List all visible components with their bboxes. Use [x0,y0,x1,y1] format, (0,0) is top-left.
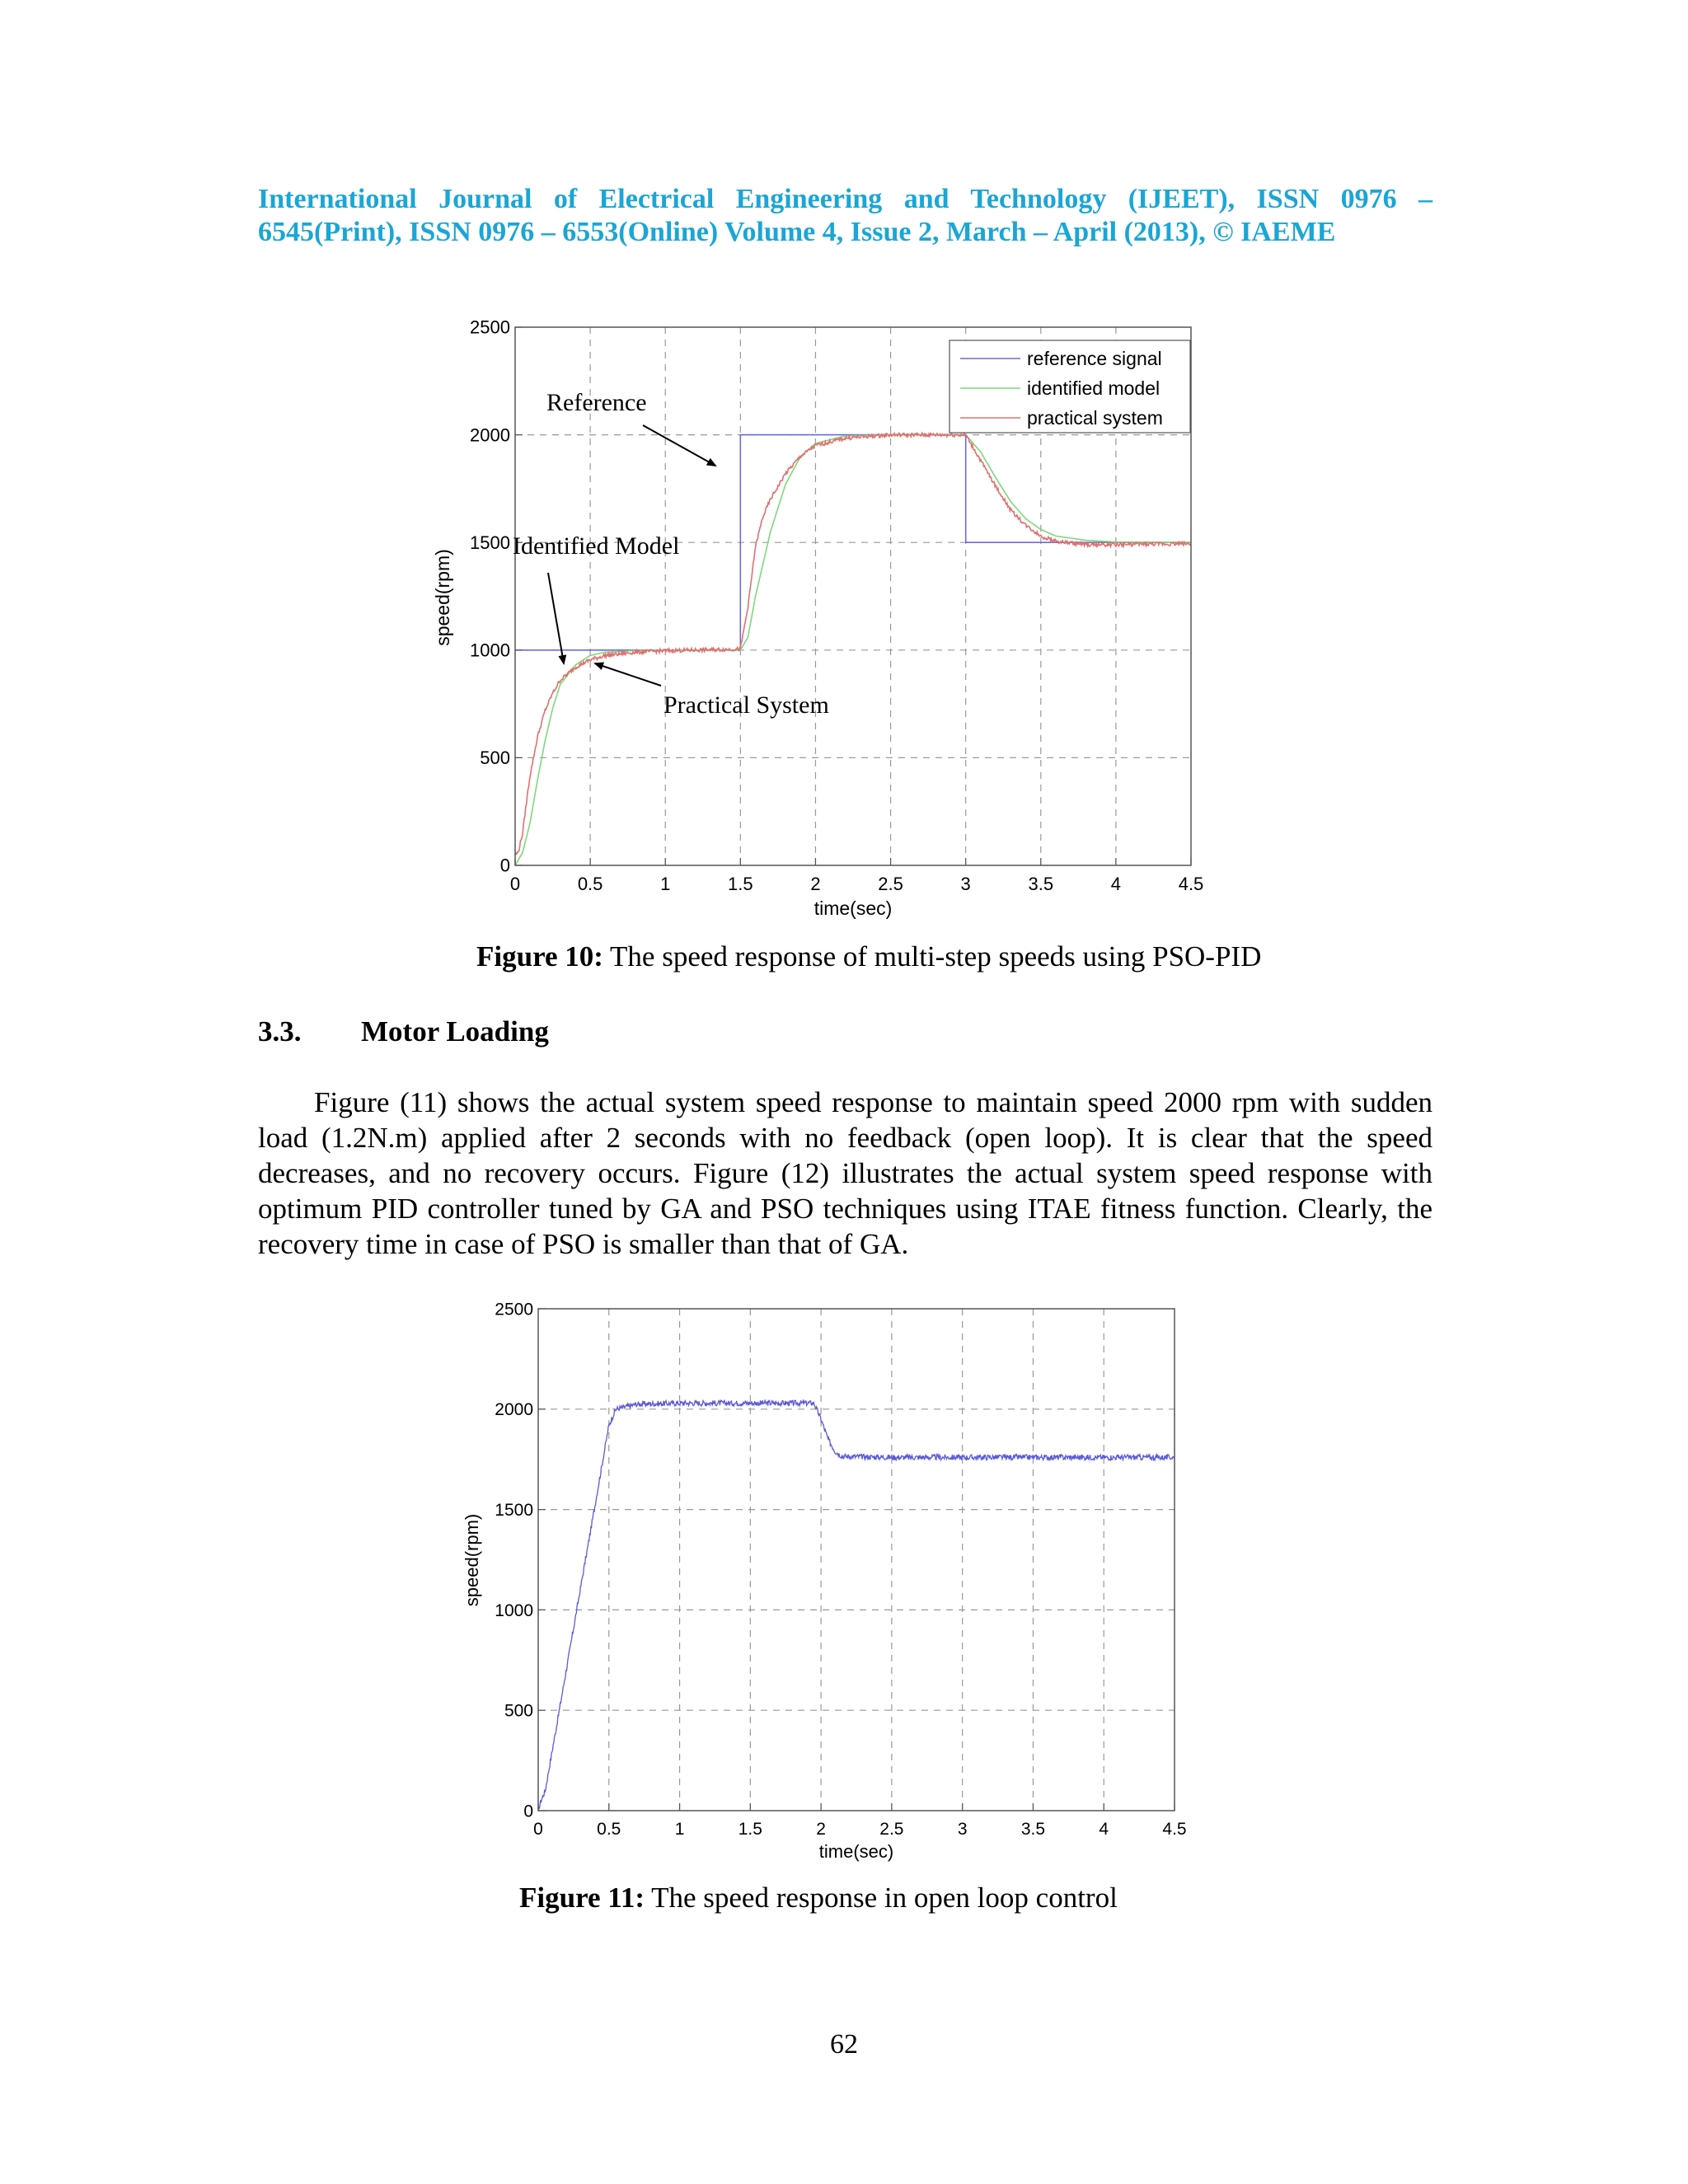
x-tick-label: 0.5 [597,1820,621,1839]
figure-10-legend [950,340,1190,433]
x-tick-label: 0 [509,874,521,894]
figure-11-y-axis-label: speed(rpm) [462,1513,482,1607]
x-tick-label: 2.5 [878,874,903,894]
x-tick-label: 1.5 [738,1820,762,1839]
y-tick-label: 0 [523,1802,533,1821]
x-tick-label: 2.5 [879,1820,904,1839]
x-tick-label: 3 [957,1820,968,1839]
figure-11-caption [519,1882,1118,1915]
y-tick-label: 1000 [495,1601,533,1620]
annotation-reference-arrow [643,425,715,466]
y-tick-label: 2000 [495,1400,533,1420]
page-number: 62 [830,2029,858,2060]
series-line-2 [515,433,1191,855]
series-line-0 [538,1400,1175,1809]
annotation-identified-model: Identified Model [513,532,680,560]
figure-10-caption-text: The speed response of multi-step speeds using PSO-PID [603,940,1262,972]
x-tick-label: 0 [533,1820,543,1839]
legend-label-identified: identified model [1027,377,1160,399]
y-tick-label: 500 [504,1701,533,1721]
x-tick-label: 3.5 [1020,1820,1046,1839]
annotation-practical-arrow [595,663,661,686]
y-tick-label: 2500 [495,1300,533,1319]
y-tick-label: 2500 [470,316,510,338]
x-tick-label: 2 [810,874,821,894]
figure-11-series [538,1400,1175,1809]
x-tick-label: 4 [1110,874,1122,894]
figure-10-chart [412,313,1236,931]
figure-11-caption-text: The speed response in open loop control [644,1882,1118,1914]
y-tick-label: 1000 [470,640,510,661]
figure-10-x-ticks [510,858,1203,894]
x-tick-label: 1 [674,1820,685,1839]
y-tick-label: 1500 [495,1500,533,1520]
body-paragraph: Figure (11) shows the actual system speed response to maintain speed 2000 rpm with sudden load (1.2N.m) applied after 2 seconds with no feedback (open loop). It is clear that the speed decreases, and no recovery occurs. Figure (12) illustrates the actual system speed response with optimum PID controller tuned by GA and PSO techniques using ITAE fitness function. Clearly, the recovery time in case of PSO is smaller than that of GA. [258,1086,1432,1260]
figure-11-chart [445,1290,1220,1867]
figure-10-caption-label: Figure 10: [476,940,603,972]
x-tick-label: 1 [660,874,671,894]
legend-label-reference: reference signal [1027,348,1162,369]
figure-10-caption [476,940,1261,973]
x-tick-label: 1.5 [728,874,753,894]
annotation-practical-system: Practical System [663,691,829,719]
x-tick-label: 4.5 [1162,1820,1187,1839]
figure-11-plot-frame [538,1309,1175,1811]
legend-label-practical: practical system [1027,407,1163,429]
y-tick-label: 0 [499,855,510,876]
annotation-reference: Reference [546,389,647,416]
y-tick-label: 1500 [470,532,510,553]
x-tick-label: 2 [816,1820,826,1839]
y-tick-label: 2000 [470,424,510,446]
x-tick-label: 0.5 [577,874,603,894]
journal-header: International Journal of Electrical Engineering and Technology (IJEET), ISSN 0976 – 6545(Print), ISSN 0976 – 6553(Online) Volume 4, Issue 2, March – April (2013), © IAEME [258,184,1432,247]
figure-10-x-axis-label: time(sec) [814,898,893,919]
section-number: 3.3. [258,1015,302,1047]
figure-10-series [515,433,1191,865]
x-tick-label: 3 [960,874,971,894]
figure-11-caption-label: Figure 11: [519,1882,645,1914]
section-title: Motor Loading [361,1015,549,1047]
figure-11-x-axis-label: time(sec) [818,1841,894,1862]
figure-10-y-axis-label: speed(rpm) [432,549,453,646]
y-tick-label: 500 [480,748,510,769]
x-tick-label: 4.5 [1178,874,1204,894]
x-tick-label: 4 [1099,1820,1109,1839]
figure-11-x-ticks [533,1803,1186,1839]
figure-11-grid [538,1309,1175,1811]
section-heading [258,1015,549,1048]
x-tick-label: 3.5 [1028,874,1054,894]
